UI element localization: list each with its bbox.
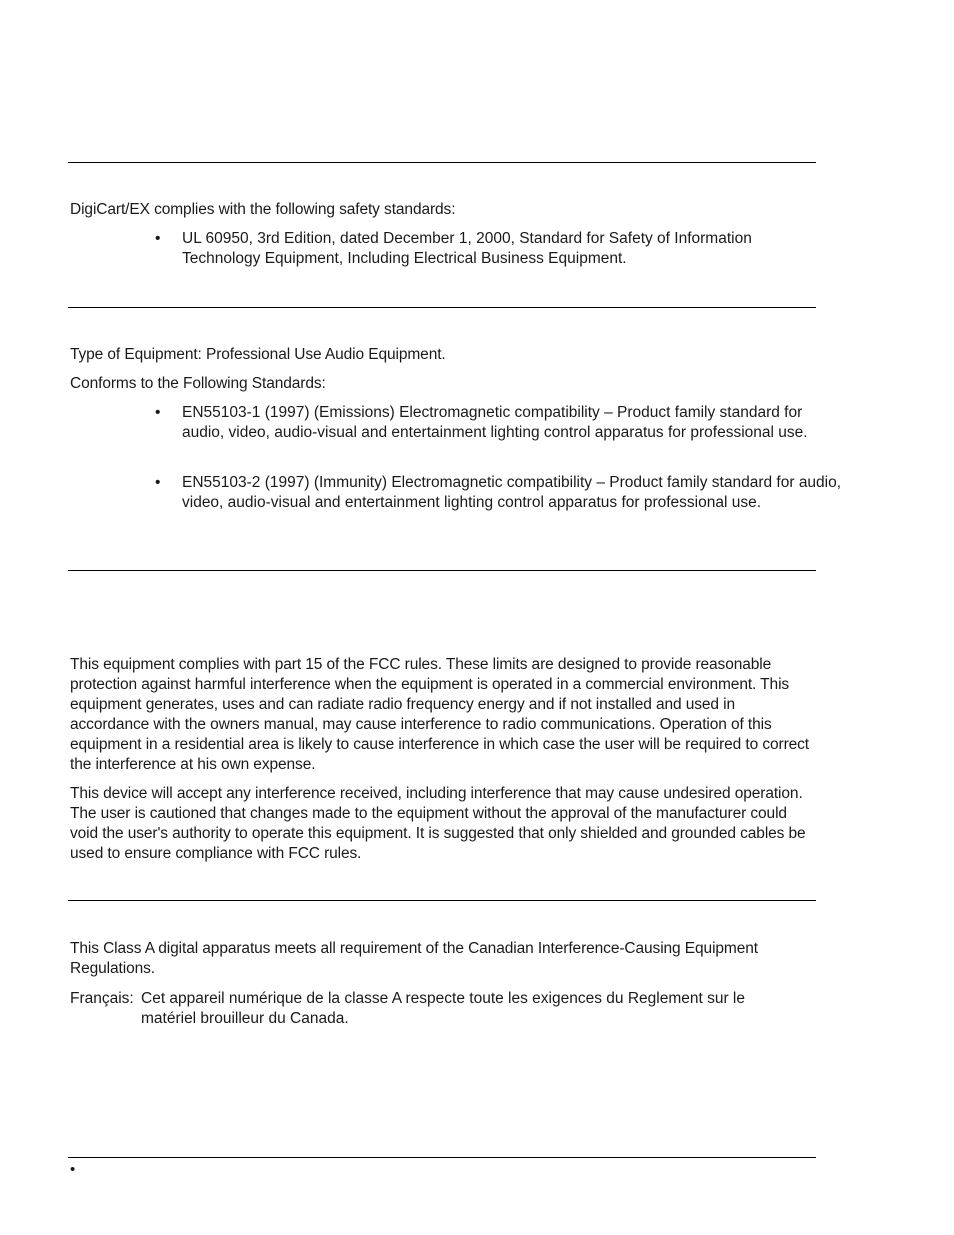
bullet-icon: • (155, 230, 161, 247)
emc-standard-item: EN55103-1 (1997) (Emissions) Electromagnetic compatibility – Product family standard for audio, video, audio-visual and entertainment lighting control apparatus for professional use. (182, 404, 808, 441)
conforms-line: Conforms to the Following Standards: (70, 375, 326, 392)
equipment-type-line: Type of Equipment: Professional Use Audio Equipment. (70, 346, 446, 363)
footer-bullet-icon: • (70, 1161, 76, 1178)
footer-divider (68, 1157, 816, 1158)
french-label: Français: (70, 990, 134, 1007)
emc-standard-item: EN55103-2 (1997) (Immunity) Electromagnetic compatibility – Product family standard for audio, video, audio-visual and entertainment lighting control apparatus for professional use. (182, 474, 842, 511)
safety-intro: DigiCart/EX complies with the following safety standards: (70, 201, 456, 218)
safety-standard-item: UL 60950, 3rd Edition, dated December 1, 2000, Standard for Safety of Information Technology Equipment, Including Electrical Business Equipment. (182, 230, 752, 267)
section-divider-emc (68, 307, 816, 308)
french-text: Cet appareil numérique de la classe A respecte toute les exigences du Reglement sur le matériel brouilleur du Canada. (141, 990, 745, 1027)
fcc-paragraph-2: This device will accept any interference received, including interference that may cause undesired operation. The user is cautioned that changes made to the equipment without the approval of the manufacturer could void the user's authority to operate this equipment. It is suggested that only shielded and grounded cables be used to ensure compliance with FCC rules. (70, 785, 806, 862)
bullet-icon: • (155, 474, 161, 491)
section-divider-canada (68, 900, 816, 901)
section-divider-fcc (68, 570, 816, 571)
bullet-icon: • (155, 404, 161, 421)
fcc-paragraph-1: This equipment complies with part 15 of the FCC rules. These limits are designed to provide reasonable protection against harmful interference when the equipment is operated in a commercial environment. This equipment generates, uses and can radiate radio frequency energy and if not installed and used in accordance with the owners manual, may cause interference to radio communications. Operation of this equipment in a residential area is likely to cause interference in which case the user will be required to correct the interference at his own expense. (70, 656, 810, 773)
section-divider-safety (68, 162, 816, 163)
canada-paragraph: This Class A digital apparatus meets all requirement of the Canadian Interference-Causing Equipment Regulations. (70, 940, 758, 977)
